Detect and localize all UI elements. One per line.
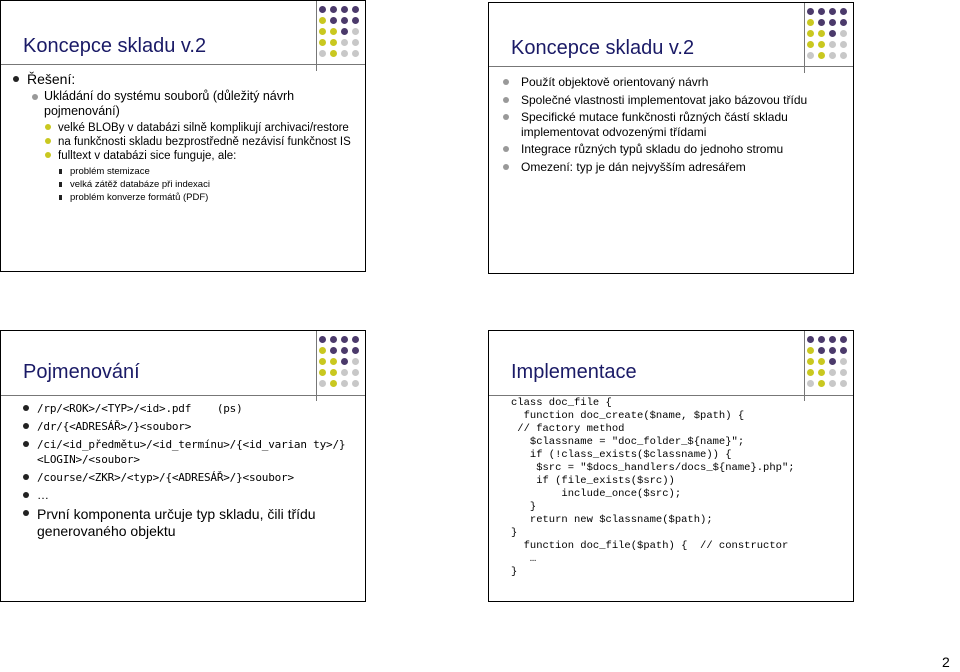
path-item <box>23 437 355 467</box>
bullet-item <box>44 121 355 135</box>
decorative-dot <box>341 347 348 354</box>
decorative-dot <box>818 369 825 376</box>
decorative-dot <box>352 380 359 387</box>
bullet-text: problém stemizace <box>70 166 150 177</box>
bullet-item <box>58 191 355 204</box>
decorative-dot <box>352 347 359 354</box>
decorative-dot <box>818 30 825 37</box>
path-item <box>23 401 355 416</box>
decorative-dot <box>341 369 348 376</box>
bullet-text: problém konverze formátů (PDF) <box>70 192 209 203</box>
path-text: /course/<ZKR>/<typ>/{<ADRESÁŘ>/}<soubor> <box>37 471 294 484</box>
bullet-item <box>501 110 837 139</box>
decorative-dot <box>319 50 326 57</box>
decorative-dot <box>818 380 825 387</box>
decorative-dot <box>319 369 326 376</box>
decorative-dot <box>352 28 359 35</box>
slide-title: Koncepce skladu v.2 <box>511 37 695 59</box>
decorative-dot <box>341 28 348 35</box>
decorative-dot <box>829 8 836 15</box>
decorative-dot <box>807 347 814 354</box>
decorative-dot <box>807 41 814 48</box>
decorative-dot <box>818 41 825 48</box>
slide-title: Implementace <box>511 361 637 383</box>
decorative-dot <box>341 39 348 46</box>
decorative-dot <box>840 8 847 15</box>
decorative-dot <box>840 19 847 26</box>
divider-horizontal <box>489 395 853 396</box>
decorative-dot <box>829 30 836 37</box>
decorative-dot <box>341 17 348 24</box>
decorative-dot <box>352 369 359 376</box>
bullet-item <box>58 178 355 191</box>
decorative-dot <box>319 6 326 13</box>
decorative-dot <box>330 347 337 354</box>
divider-horizontal <box>489 66 853 67</box>
decorative-dot <box>829 41 836 48</box>
decorative-dot <box>818 8 825 15</box>
decorative-dot <box>807 19 814 26</box>
slide-content <box>23 401 355 543</box>
bullet-text: velké BLOBy v databázi silně komplikují archivaci/restore <box>58 122 349 134</box>
decorative-dot <box>840 369 847 376</box>
decorative-dot <box>319 347 326 354</box>
bullet-text: velká zátěž databáze při indexaci <box>70 179 210 190</box>
bullet-item <box>44 149 355 204</box>
path-item <box>23 488 355 503</box>
decorative-dot <box>818 52 825 59</box>
bullet-text: Společné vlastnosti implementovat jako bázovou třídu <box>521 92 808 107</box>
decorative-dot <box>840 336 847 343</box>
slide-content <box>501 75 837 177</box>
bullet-text: Ukládání do systému souborů (důležitý návrh pojmenování) <box>44 89 295 118</box>
decorative-dot <box>807 30 814 37</box>
decorative-dots <box>807 8 853 64</box>
decorative-dot <box>341 336 348 343</box>
bullet-text: Omezení: typ je dán nejvyšším adresářem <box>521 159 746 174</box>
decorative-dot <box>319 39 326 46</box>
divider-horizontal <box>1 395 365 396</box>
decorative-dot <box>807 336 814 343</box>
path-item <box>23 419 355 434</box>
decorative-dot <box>352 50 359 57</box>
decorative-dot <box>829 369 836 376</box>
path-text: … <box>37 488 49 502</box>
decorative-dot <box>829 52 836 59</box>
decorative-dot <box>807 369 814 376</box>
divider-vertical <box>804 331 805 401</box>
path-text: /dr/{<ADRESÁŘ>/}<soubor> <box>37 420 192 433</box>
path-item <box>23 470 355 485</box>
bullet-item <box>501 75 837 90</box>
bullet-item <box>13 71 355 204</box>
decorative-dot <box>352 358 359 365</box>
decorative-dot <box>330 17 337 24</box>
decorative-dot <box>319 17 326 24</box>
decorative-dot <box>807 8 814 15</box>
decorative-dot <box>829 358 836 365</box>
bullet-item <box>501 142 837 157</box>
code-block: class doc_file { function doc_create($name, $path) { // factory method $classname = "doc_folder_${name}"; if (!class_exists($classname)) { $src = "$docs_handlers/docs_${name}.php"; if (file_exists($src)) include_once($src); } return new $classname($path); } function doc_file($path) { // constructor … } <box>511 397 795 578</box>
decorative-dot <box>330 358 337 365</box>
decorative-dot <box>330 28 337 35</box>
decorative-dots <box>807 336 853 392</box>
decorative-dot <box>330 336 337 343</box>
decorative-dot <box>319 358 326 365</box>
decorative-dot <box>319 336 326 343</box>
slide-koncepce-1 <box>0 0 366 272</box>
path-text: /ci/<id_předmětu>/<id_termínu>/{<id_varian ty>/}<LOGIN>/<soubor> <box>37 438 346 466</box>
slide-title: Pojmenování <box>23 361 140 383</box>
decorative-dot <box>341 358 348 365</box>
decorative-dot <box>319 28 326 35</box>
bullet-item <box>44 135 355 149</box>
slide-content <box>13 71 355 204</box>
slide-pojmenovani <box>0 330 366 602</box>
decorative-dot <box>829 380 836 387</box>
decorative-dots <box>319 336 365 392</box>
decorative-dot <box>829 19 836 26</box>
decorative-dot <box>818 336 825 343</box>
path-text: /rp/<ROK>/<TYP>/<id>.pdf (ps) <box>37 402 243 415</box>
decorative-dot <box>319 380 326 387</box>
bullet-text: První komponenta určuje typ skladu, čili třídu generovaného objektu <box>37 506 316 539</box>
decorative-dot <box>341 6 348 13</box>
decorative-dot <box>352 336 359 343</box>
decorative-dot <box>840 380 847 387</box>
bullet-text: na funkčnosti skladu bezprostředně nezávisí funkčnost IS <box>58 136 351 148</box>
decorative-dot <box>807 358 814 365</box>
bullet-item <box>501 93 837 108</box>
bullet-text: Použít objektově orientovaný návrh <box>521 75 709 89</box>
bullet-item <box>31 89 355 204</box>
slide-title: Koncepce skladu v.2 <box>23 35 207 57</box>
bullet-text: fulltext v databázi sice funguje, ale: <box>58 150 237 162</box>
decorative-dot <box>330 380 337 387</box>
decorative-dot <box>330 6 337 13</box>
decorative-dot <box>840 347 847 354</box>
decorative-dot <box>840 52 847 59</box>
decorative-dot <box>818 19 825 26</box>
decorative-dot <box>840 358 847 365</box>
page-number: 2 <box>942 654 950 670</box>
divider-horizontal <box>1 64 365 65</box>
decorative-dot <box>829 347 836 354</box>
decorative-dot <box>352 6 359 13</box>
decorative-dot <box>352 17 359 24</box>
decorative-dot <box>352 39 359 46</box>
decorative-dot <box>330 50 337 57</box>
bullet-text: Řešení: <box>27 71 76 87</box>
slide-koncepce-2 <box>488 2 854 274</box>
decorative-dot <box>807 52 814 59</box>
decorative-dots <box>319 6 365 62</box>
decorative-dot <box>341 50 348 57</box>
divider-vertical <box>804 3 805 73</box>
bullet-text: Specifické mutace funkčnosti různých částí skladu implementovat odvozenými třídami <box>521 110 788 139</box>
decorative-dot <box>807 380 814 387</box>
decorative-dot <box>341 380 348 387</box>
bullet-item <box>58 165 355 178</box>
divider-vertical <box>316 331 317 401</box>
decorative-dot <box>818 347 825 354</box>
decorative-dot <box>818 358 825 365</box>
bullet-item <box>501 160 837 175</box>
decorative-dot <box>829 336 836 343</box>
slide-implementace <box>488 330 854 602</box>
decorative-dot <box>330 369 337 376</box>
bullet-text: Integrace různých typů skladu do jednoho stromu <box>521 142 784 156</box>
bullet-item <box>23 506 355 540</box>
decorative-dot <box>840 30 847 37</box>
decorative-dot <box>330 39 337 46</box>
decorative-dot <box>840 41 847 48</box>
divider-vertical <box>316 1 317 71</box>
